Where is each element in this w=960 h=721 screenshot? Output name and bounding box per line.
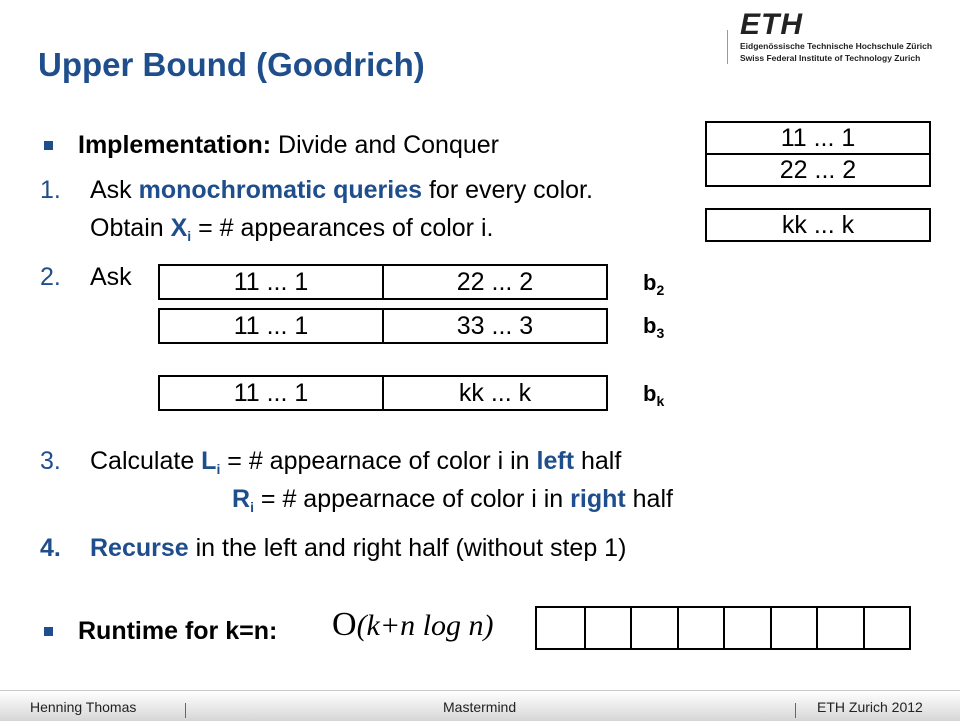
step-3-L-letter: L: [201, 447, 217, 475]
step-3-R: [232, 485, 254, 513]
footer-separator: [185, 703, 186, 718]
bullet-square-icon: [44, 627, 53, 636]
step-1-text-c: for every color.: [422, 176, 593, 204]
query-row-k: [158, 375, 608, 411]
logo-line-1: Eidgenössische Technische Hochschule Zürich: [740, 41, 933, 51]
mono-query-box-1: 11 ... 1: [705, 121, 931, 155]
array-cell: [677, 608, 724, 648]
b3-label: [643, 313, 664, 339]
mono-query-box-2: 22 ... 2: [705, 153, 931, 187]
step-1-X: [171, 214, 192, 242]
step-3-R-sub: i: [250, 499, 254, 515]
step-1-text-a: Ask: [90, 176, 139, 204]
b3-letter: b: [643, 313, 657, 338]
implementation-label: Implementation:: [78, 131, 272, 159]
query-row-2-left: 11 ... 1: [233, 268, 309, 296]
implementation-text: Divide and Conquer: [271, 131, 499, 159]
footer-separator: [795, 703, 796, 718]
runtime-formula-body: (k+n log n): [356, 609, 494, 642]
array-cell: [537, 608, 584, 648]
step-3-text-d: = # appearnace of color i in: [253, 485, 571, 513]
step-1-text-e: = # appearances of color i.: [191, 214, 494, 242]
eth-logo: [740, 10, 950, 64]
bk-sub: k: [656, 393, 665, 409]
step-1-line-1: [90, 175, 593, 205]
footer-topic: Mastermind: [443, 699, 517, 715]
step-3-right-word: right: [570, 485, 626, 513]
logo-mark: ETH: [740, 8, 803, 41]
bk-label: [643, 381, 664, 407]
array-cell: [863, 608, 910, 648]
query-row-3-left: 11 ... 1: [233, 312, 309, 340]
step-3-text-a: Calculate: [90, 447, 202, 475]
logo-line-2: Swiss Federal Institute of Technology Zurich: [740, 53, 921, 63]
b2-sub: 2: [656, 282, 665, 298]
runtime-formula: [332, 606, 493, 644]
step-1-X-letter: X: [170, 214, 188, 242]
runtime-label: Runtime for k=n:: [78, 617, 278, 645]
step-2-number: 2.: [40, 263, 61, 291]
step-3-line-1: [90, 446, 621, 476]
b2-label: [643, 270, 664, 296]
query-row-k-left: 11 ... 1: [233, 379, 309, 407]
step-3-line-2: [232, 484, 673, 514]
step-3-R-letter: R: [232, 485, 251, 513]
step-3-number: 3.: [40, 447, 61, 475]
query-row-2-right: 22 ... 2: [382, 266, 606, 298]
step-3-text-b: = # appearnace of color i in: [220, 447, 537, 475]
step-1-X-sub: i: [187, 228, 192, 244]
bk-letter: b: [643, 381, 657, 406]
step-1-line-2: [90, 213, 493, 243]
implementation-bullet: [78, 130, 499, 160]
query-row-3-right: 33 ... 3: [382, 310, 606, 342]
step-3-L-sub: i: [216, 461, 221, 477]
step-4-recurse: Recurse: [90, 534, 189, 562]
step-1-number: 1.: [40, 176, 61, 204]
array-cell: [816, 608, 863, 648]
query-row-k-right: kk ... k: [382, 377, 606, 409]
step-3-left-word: left: [536, 447, 575, 475]
footer-venue: ETH Zurich 2012: [817, 699, 923, 715]
array-cell: [584, 608, 631, 648]
query-row-2: [158, 264, 608, 300]
step-3-text-e: half: [625, 485, 673, 513]
b2-letter: b: [643, 270, 657, 295]
step-1-text-d: Obtain: [90, 214, 171, 242]
step-4-text-b: in the left and right half (without step 1): [188, 534, 627, 562]
array-grid: [535, 606, 911, 650]
step-3-text-c: half: [574, 447, 622, 475]
logo-divider: [727, 30, 728, 64]
page-title: Upper Bound (Goodrich): [38, 46, 425, 83]
step-1-highlight: monochromatic queries: [138, 176, 423, 204]
step-4-number: 4.: [40, 534, 61, 562]
step-4-text: [90, 533, 626, 563]
mono-query-box-k: kk ... k: [705, 208, 931, 242]
footer-author: Henning Thomas: [30, 699, 137, 715]
step-2-text: Ask: [90, 263, 132, 291]
step-3-L: [201, 447, 220, 475]
array-cell: [630, 608, 677, 648]
b3-sub: 3: [656, 325, 665, 341]
array-cell: [723, 608, 770, 648]
bullet-square-icon: [44, 141, 53, 150]
runtime-formula-O: O: [332, 606, 357, 643]
array-cell: [770, 608, 817, 648]
query-row-3: [158, 308, 608, 344]
